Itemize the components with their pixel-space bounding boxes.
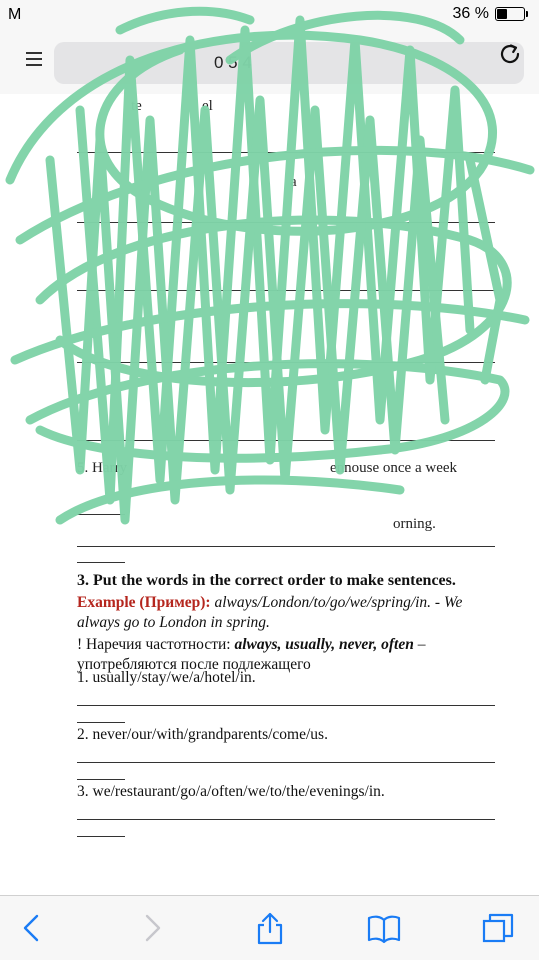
section-title: 3. Put the words in the correct order to make sentences. xyxy=(77,572,456,589)
battery-fill xyxy=(497,9,507,19)
example-text: always/London/to/go/we/spring/in. - We always go to London in spring. xyxy=(77,594,463,631)
answer-line xyxy=(77,440,495,441)
answer-line-short xyxy=(77,779,125,780)
forward-icon[interactable] xyxy=(134,910,170,946)
status-bar xyxy=(0,0,539,32)
url-text: 0 5 4 xyxy=(214,53,252,72)
reader-menu-icon[interactable] xyxy=(26,52,42,68)
answer-line xyxy=(77,222,495,223)
answer-line-short xyxy=(77,722,125,723)
answer-line xyxy=(77,762,495,763)
carrier-label: M xyxy=(8,6,22,23)
answer-line-short xyxy=(77,514,125,515)
example-block xyxy=(77,593,497,633)
tabs-icon[interactable] xyxy=(480,910,516,946)
answer-line xyxy=(77,152,495,153)
text-fragment: ennouse once a week xyxy=(330,460,458,476)
text-fragment: el xyxy=(202,98,213,114)
address-bar[interactable] xyxy=(54,42,524,84)
answer-line-short xyxy=(77,836,125,837)
note-suffix: – употребляются после подлежащего xyxy=(77,636,426,673)
back-icon[interactable] xyxy=(14,910,50,946)
share-icon[interactable] xyxy=(252,910,288,946)
battery-icon xyxy=(495,7,525,21)
text-fragment: 5. Harry xyxy=(77,460,127,476)
bookmarks-icon[interactable] xyxy=(366,910,402,946)
exercise-1: 1. usually/stay/we/a/hotel/in. xyxy=(77,669,256,686)
document-page[interactable] xyxy=(0,94,539,894)
example-label: Example (Пример): xyxy=(77,594,211,611)
bottom-toolbar xyxy=(0,895,539,960)
browser-header xyxy=(0,32,539,94)
text-fragment: te xyxy=(131,98,142,114)
text-fragment: a xyxy=(290,174,297,190)
status-right xyxy=(453,5,525,23)
answer-line xyxy=(77,819,495,820)
answer-line-short xyxy=(77,562,125,563)
answer-line xyxy=(77,546,495,547)
note-prefix: ! Наречия частотности: xyxy=(77,636,231,653)
answer-line xyxy=(77,290,495,291)
text-fragment: orning. xyxy=(393,516,436,532)
exercise-3: 3. we/restaurant/go/a/often/we/to/the/evenings/in. xyxy=(77,783,385,800)
battery-percent: 36 % xyxy=(452,5,489,22)
exercise-2: 2. never/our/with/grandparents/come/us. xyxy=(77,726,328,743)
answer-line xyxy=(77,705,495,706)
reload-icon[interactable] xyxy=(497,41,523,67)
note-adverbs: always, usually, never, often xyxy=(234,636,414,653)
answer-line xyxy=(77,362,495,363)
